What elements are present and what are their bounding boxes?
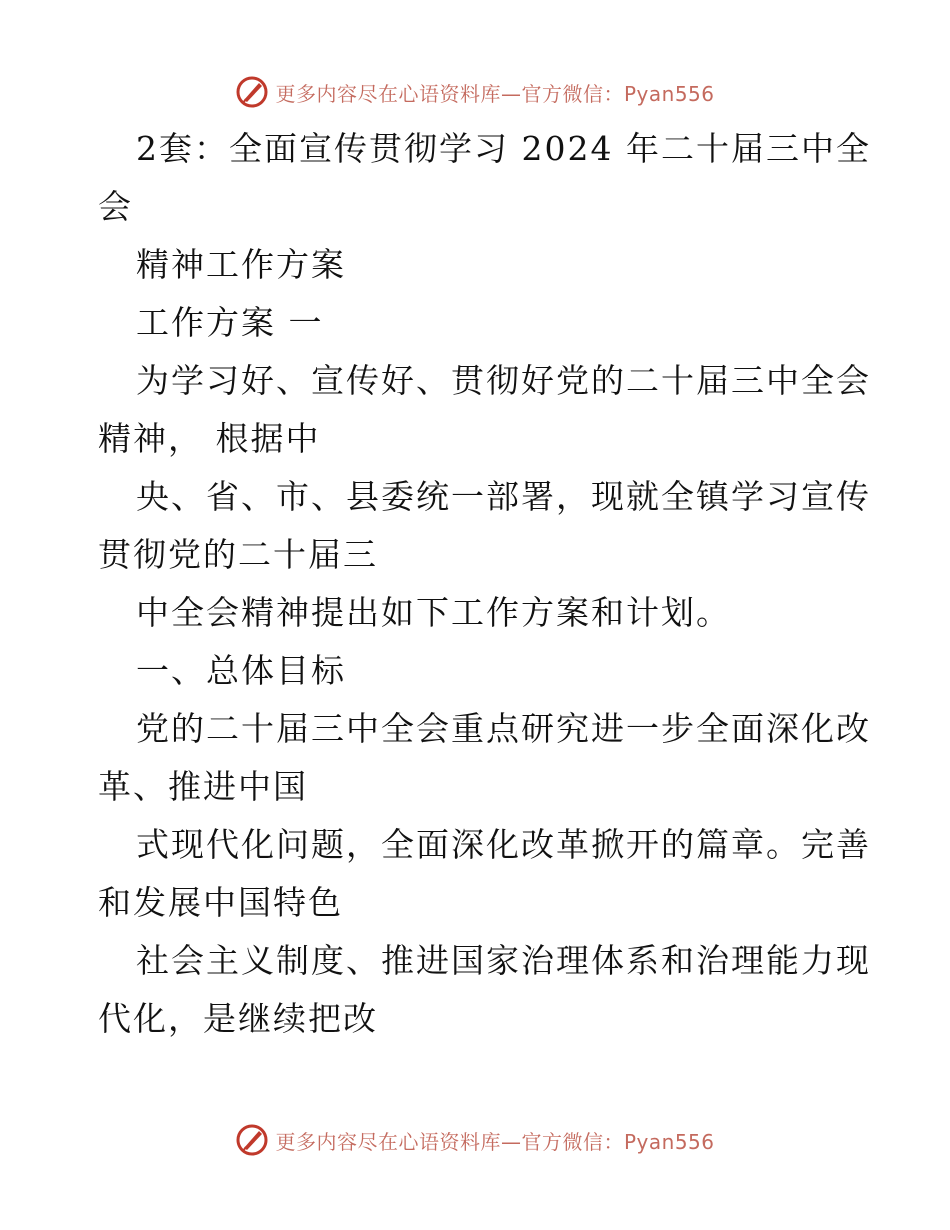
subtitle-line: 精神工作方案: [136, 245, 346, 284]
quill-pen-logo-icon: [235, 75, 269, 109]
paragraph-line: 中全会精神提出如下工作方案和计划。: [136, 593, 731, 632]
paragraph-line: 革、推进中国: [98, 767, 308, 806]
section-heading: 一、总体目标: [136, 651, 346, 690]
paragraph-line: 贯彻党的二十届三: [98, 535, 378, 574]
paragraph-line: 精神， 根据中: [98, 419, 321, 458]
quill-pen-logo-icon: [235, 1123, 269, 1157]
paragraph-line: 代化，是继续把改: [98, 999, 378, 1038]
section-heading: 工作方案 一: [136, 303, 324, 342]
title-line: 2套：全面宣传贯彻学习 2024 年二十届三中全: [136, 129, 871, 168]
watermark-text: 更多内容尽在心语资料库—官方微信：Pyan556: [275, 81, 715, 106]
watermark-text: 更多内容尽在心语资料库—官方微信：Pyan556: [275, 1129, 715, 1154]
paragraph-line: 党的二十届三中全会重点研究进一步全面深化改: [136, 709, 871, 748]
paragraph-line: 央、省、市、县委统一部署，现就全镇学习宣传: [136, 477, 871, 516]
paragraph-line: 为学习好、宣传好、贯彻好党的二十届三中全会: [136, 361, 871, 400]
title-line-continued: 会: [98, 187, 133, 226]
paragraph-line: 和发展中国特色: [98, 883, 343, 922]
paragraph-line: 式现代化问题，全面深化改革掀开的篇章。完善: [136, 825, 871, 864]
watermark-header: [0, 72, 950, 112]
paragraph-line: 社会主义制度、推进国家治理体系和治理能力现: [136, 941, 871, 980]
document-body: [98, 120, 871, 1048]
watermark-footer: [0, 1120, 950, 1160]
